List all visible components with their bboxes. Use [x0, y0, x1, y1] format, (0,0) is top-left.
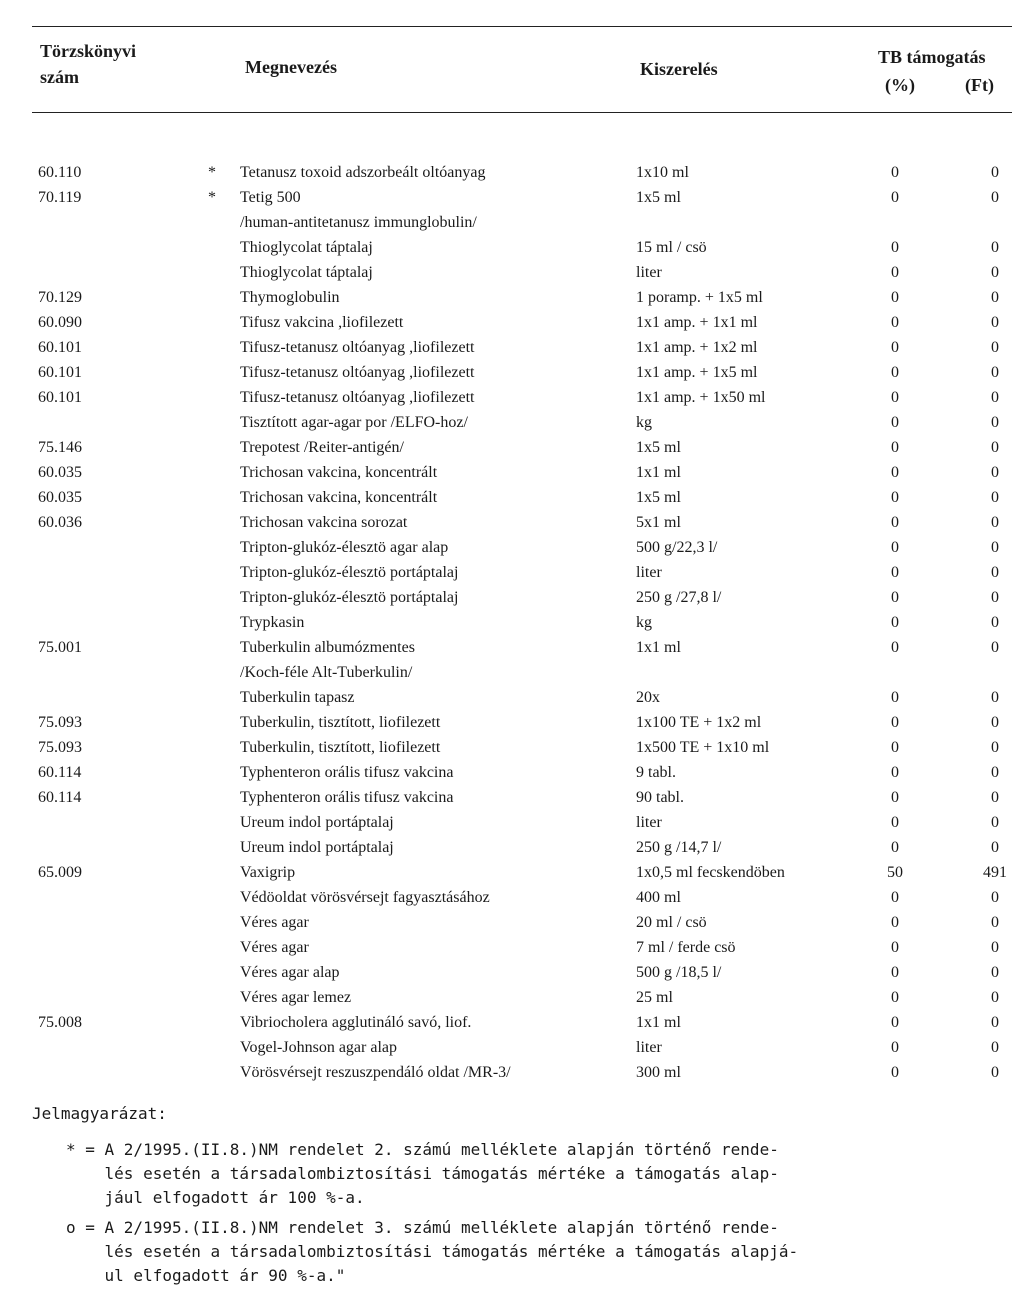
legend-star-line-2: lés esetén a társadalombiztosítási támogatás mértéke a támogatás alap- — [66, 1164, 779, 1183]
row-name: Tetig 500 — [240, 189, 301, 206]
row-support-percent: 0 — [891, 914, 899, 931]
row-packaging: 300 ml — [636, 1064, 681, 1081]
row-name: Védöoldat vörösvérsejt fagyasztásához — [240, 889, 490, 906]
row-support-percent: 0 — [891, 314, 899, 331]
row-name: Typhenteron orális tifusz vakcina — [240, 764, 454, 781]
header-forint: (Ft) — [965, 75, 994, 95]
row-support-percent: 0 — [891, 464, 899, 481]
table-row — [0, 985, 1027, 1010]
row-name: Véres agar — [240, 914, 309, 931]
header-tb-support: TB támogatás — [878, 47, 986, 67]
row-name: Véres agar — [240, 939, 309, 956]
row-packaging: 1x5 ml — [636, 439, 681, 456]
table-row — [0, 860, 1027, 885]
table-row — [0, 835, 1027, 860]
row-name: Ureum indol portáptalaj — [240, 814, 394, 831]
row-packaging: 1x1 ml — [636, 1014, 681, 1031]
table-row — [0, 235, 1027, 260]
legend-title: Jelmagyarázat: — [32, 1104, 167, 1123]
row-support-percent: 0 — [891, 714, 899, 731]
row-name: Tuberkulin tapasz — [240, 689, 355, 706]
table-row — [0, 585, 1027, 610]
row-support-forint: 0 — [991, 589, 999, 606]
legend-circle-line-3: ul elfogadott ár 90 %-a." — [66, 1266, 346, 1285]
row-packaging: liter — [636, 264, 662, 281]
row-name: Tisztított agar-agar por /ELFO-hoz/ — [240, 414, 468, 431]
row-packaging: 1x10 ml — [636, 164, 689, 181]
row-packaging: 250 g /14,7 l/ — [636, 839, 722, 856]
row-support-percent: 0 — [891, 1014, 899, 1031]
row-support-percent: 0 — [891, 414, 899, 431]
table-row — [0, 885, 1027, 910]
table-row — [0, 510, 1027, 535]
top-rule — [32, 26, 1012, 27]
row-packaging: 250 g /27,8 l/ — [636, 589, 722, 606]
row-number: 60.101 — [38, 339, 82, 356]
row-support-forint: 0 — [991, 839, 999, 856]
row-support-forint: 0 — [991, 514, 999, 531]
header-rule — [32, 112, 1012, 113]
row-number: 75.093 — [38, 714, 82, 731]
row-number: 75.008 — [38, 1014, 82, 1031]
row-support-forint: 0 — [991, 889, 999, 906]
row-packaging: 1x1 amp. + 1x1 ml — [636, 314, 758, 331]
row-support-percent: 0 — [891, 539, 899, 556]
table-row — [0, 735, 1027, 760]
row-name: Trepotest /Reiter-antigén/ — [240, 439, 404, 456]
row-name: /human-antitetanusz immunglobulin/ — [240, 214, 477, 231]
row-number: 65.009 — [38, 864, 82, 881]
row-support-forint: 0 — [991, 164, 999, 181]
row-support-percent: 0 — [891, 739, 899, 756]
row-support-percent: 0 — [891, 364, 899, 381]
row-packaging: 1x0,5 ml fecskendöben — [636, 864, 785, 881]
row-support-forint: 0 — [991, 1064, 999, 1081]
row-support-forint: 491 — [983, 864, 1007, 881]
row-packaging: 1x1 amp. + 1x5 ml — [636, 364, 758, 381]
row-support-forint: 0 — [991, 339, 999, 356]
row-packaging: 500 g/22,3 l/ — [636, 539, 718, 556]
row-support-forint: 0 — [991, 564, 999, 581]
row-support-percent: 50 — [887, 864, 903, 881]
row-name: Tifusz-tetanusz oltóanyag ,liofilezett — [240, 339, 475, 356]
row-packaging: 1 poramp. + 1x5 ml — [636, 289, 763, 306]
row-support-percent: 0 — [891, 589, 899, 606]
row-name: Typhenteron orális tifusz vakcina — [240, 789, 454, 806]
table-row — [0, 460, 1027, 485]
row-name: Tuberkulin, tisztított, liofilezett — [240, 714, 441, 731]
row-packaging: 20x — [636, 689, 660, 706]
row-name: Vörösvérsejt reszuszpendáló oldat /MR-3/ — [240, 1064, 511, 1081]
row-support-forint: 0 — [991, 414, 999, 431]
row-number: 75.001 — [38, 639, 82, 656]
table-row — [0, 1010, 1027, 1035]
header-pack: Kiszerelés — [640, 59, 718, 79]
row-support-forint: 0 — [991, 739, 999, 756]
row-name: Tripton-glukóz-élesztö agar alap — [240, 539, 449, 556]
row-support-forint: 0 — [991, 439, 999, 456]
row-number: 75.146 — [38, 439, 82, 456]
row-support-forint: 0 — [991, 264, 999, 281]
row-number: 75.093 — [38, 739, 82, 756]
row-name: Thymoglobulin — [240, 289, 340, 306]
row-name: Tuberkulin, tisztított, liofilezett — [240, 739, 441, 756]
table-row — [0, 660, 1027, 685]
table-row — [0, 785, 1027, 810]
row-support-percent: 0 — [891, 439, 899, 456]
row-support-forint: 0 — [991, 1039, 999, 1056]
row-name: Tifusz vakcina ,liofilezett — [240, 314, 404, 331]
row-number: 60.090 — [38, 314, 82, 331]
row-support-forint: 0 — [991, 389, 999, 406]
row-support-forint: 0 — [991, 814, 999, 831]
row-name: Trichosan vakcina, koncentrált — [240, 489, 438, 506]
row-number: 60.110 — [38, 164, 82, 181]
header-percent: (%) — [885, 75, 915, 95]
row-support-percent: 0 — [891, 889, 899, 906]
row-packaging: liter — [636, 1039, 662, 1056]
row-support-percent: 0 — [891, 789, 899, 806]
row-number: 60.114 — [38, 764, 82, 781]
row-packaging: 25 ml — [636, 989, 673, 1006]
row-support-forint: 0 — [991, 764, 999, 781]
row-support-percent: 0 — [891, 689, 899, 706]
row-marker: * — [208, 189, 216, 206]
row-support-percent: 0 — [891, 564, 899, 581]
row-name: Tripton-glukóz-élesztö portáptalaj — [240, 564, 459, 581]
row-support-forint: 0 — [991, 714, 999, 731]
row-packaging: 5x1 ml — [636, 514, 681, 531]
row-marker: * — [208, 164, 216, 181]
row-support-percent: 0 — [891, 514, 899, 531]
table-row — [0, 685, 1027, 710]
header-name: Megnevezés — [245, 57, 337, 77]
table-row — [0, 410, 1027, 435]
row-packaging: kg — [636, 414, 652, 431]
row-support-percent: 0 — [891, 764, 899, 781]
row-support-percent: 0 — [891, 1064, 899, 1081]
row-support-percent: 0 — [891, 264, 899, 281]
row-support-percent: 0 — [891, 189, 899, 206]
row-packaging: 1x500 TE + 1x10 ml — [636, 739, 770, 756]
row-support-percent: 0 — [891, 614, 899, 631]
table-row — [0, 335, 1027, 360]
row-number: 60.101 — [38, 389, 82, 406]
header-number-line1: Törzskönyvi — [40, 41, 137, 61]
row-name: Ureum indol portáptalaj — [240, 839, 394, 856]
row-packaging: liter — [636, 564, 662, 581]
row-support-forint: 0 — [991, 689, 999, 706]
table-row — [0, 435, 1027, 460]
row-support-percent: 0 — [891, 389, 899, 406]
row-name: Trypkasin — [240, 614, 305, 631]
row-support-percent: 0 — [891, 839, 899, 856]
row-name: Vogel-Johnson agar alap — [240, 1039, 397, 1056]
row-name: Vaxigrip — [240, 864, 296, 881]
row-packaging: 9 tabl. — [636, 764, 676, 781]
row-packaging: 15 ml / csö — [636, 239, 707, 256]
table-row — [0, 760, 1027, 785]
row-packaging: 90 tabl. — [636, 789, 684, 806]
table-row — [0, 485, 1027, 510]
row-support-forint: 0 — [991, 364, 999, 381]
legend-star-line-1: * = A 2/1995.(II.8.)NM rendelet 2. számú melléklete alapján történő rende- — [66, 1140, 779, 1159]
row-support-forint: 0 — [991, 939, 999, 956]
table-row — [0, 710, 1027, 735]
row-support-forint: 0 — [991, 464, 999, 481]
row-packaging: 20 ml / csö — [636, 914, 707, 931]
row-number: 60.035 — [38, 489, 82, 506]
row-support-percent: 0 — [891, 289, 899, 306]
row-support-percent: 0 — [891, 939, 899, 956]
row-support-forint: 0 — [991, 539, 999, 556]
row-name: Véres agar alap — [240, 964, 340, 981]
row-number: 60.101 — [38, 364, 82, 381]
table-row — [0, 960, 1027, 985]
row-support-forint: 0 — [991, 789, 999, 806]
row-support-percent: 0 — [891, 164, 899, 181]
row-packaging: 7 ml / ferde csö — [636, 939, 736, 956]
row-number: 60.036 — [38, 514, 82, 531]
table-row — [0, 635, 1027, 660]
row-name: Véres agar lemez — [240, 989, 352, 1006]
row-packaging: liter — [636, 814, 662, 831]
table-row — [0, 310, 1027, 335]
table-row — [0, 935, 1027, 960]
row-packaging: 1x1 amp. + 1x2 ml — [636, 339, 758, 356]
row-packaging: 1x5 ml — [636, 189, 681, 206]
row-packaging: 1x100 TE + 1x2 ml — [636, 714, 762, 731]
row-name: Tifusz-tetanusz oltóanyag ,liofilezett — [240, 389, 475, 406]
row-packaging: 500 g /18,5 l/ — [636, 964, 722, 981]
row-support-percent: 0 — [891, 814, 899, 831]
row-name: Vibriocholera agglutináló savó, liof. — [240, 1014, 472, 1031]
table-row — [0, 360, 1027, 385]
row-name: Trichosan vakcina sorozat — [240, 514, 408, 531]
table-row — [0, 385, 1027, 410]
row-name: Tetanusz toxoid adszorbeált oltóanyag — [240, 164, 486, 181]
row-support-forint: 0 — [991, 1014, 999, 1031]
row-support-forint: 0 — [991, 189, 999, 206]
row-packaging: 1x1 ml — [636, 464, 681, 481]
header-number-line2: szám — [40, 67, 79, 87]
table-row — [0, 610, 1027, 635]
row-name: Tuberkulin albumózmentes — [240, 639, 415, 656]
row-support-forint: 0 — [991, 964, 999, 981]
row-packaging: 1x1 amp. + 1x50 ml — [636, 389, 766, 406]
row-packaging: 400 ml — [636, 889, 681, 906]
legend-circle-line-1: o = A 2/1995.(II.8.)NM rendelet 3. számú melléklete alapján történő rende- — [66, 1218, 779, 1237]
row-support-percent: 0 — [891, 1039, 899, 1056]
row-support-percent: 0 — [891, 989, 899, 1006]
table-row — [0, 285, 1027, 310]
row-name: /Koch-féle Alt-Tuberkulin/ — [240, 664, 413, 681]
row-packaging: 1x1 ml — [636, 639, 681, 656]
table-row — [0, 910, 1027, 935]
row-name: Tripton-glukóz-élesztö portáptalaj — [240, 589, 459, 606]
table-row — [0, 1060, 1027, 1085]
table-row — [0, 210, 1027, 235]
row-number: 60.035 — [38, 464, 82, 481]
table-row — [0, 185, 1027, 210]
row-support-forint: 0 — [991, 289, 999, 306]
row-support-forint: 0 — [991, 614, 999, 631]
table-row — [0, 260, 1027, 285]
legend-star-line-3: jául elfogadott ár 100 %-a. — [66, 1188, 365, 1207]
row-number: 70.119 — [38, 189, 82, 206]
row-name: Thioglycolat táptalaj — [240, 264, 373, 281]
row-support-forint: 0 — [991, 239, 999, 256]
legend-circle-line-2: lés esetén a társadalombiztosítási támogatás mértéke a támogatás alapjá- — [66, 1242, 799, 1261]
row-number: 60.114 — [38, 789, 82, 806]
table-row — [0, 535, 1027, 560]
row-support-percent: 0 — [891, 639, 899, 656]
row-name: Tifusz-tetanusz oltóanyag ,liofilezett — [240, 364, 475, 381]
row-packaging: 1x5 ml — [636, 489, 681, 506]
row-number: 70.129 — [38, 289, 82, 306]
row-support-forint: 0 — [991, 914, 999, 931]
table-row — [0, 1035, 1027, 1060]
row-support-forint: 0 — [991, 989, 999, 1006]
row-support-forint: 0 — [991, 489, 999, 506]
row-support-forint: 0 — [991, 314, 999, 331]
table-row — [0, 560, 1027, 585]
row-support-forint: 0 — [991, 639, 999, 656]
row-support-percent: 0 — [891, 239, 899, 256]
row-name: Thioglycolat táptalaj — [240, 239, 373, 256]
row-support-percent: 0 — [891, 339, 899, 356]
row-support-percent: 0 — [891, 489, 899, 506]
row-packaging: kg — [636, 614, 652, 631]
row-support-percent: 0 — [891, 964, 899, 981]
row-name: Trichosan vakcina, koncentrált — [240, 464, 438, 481]
table-row — [0, 160, 1027, 185]
table-row — [0, 810, 1027, 835]
